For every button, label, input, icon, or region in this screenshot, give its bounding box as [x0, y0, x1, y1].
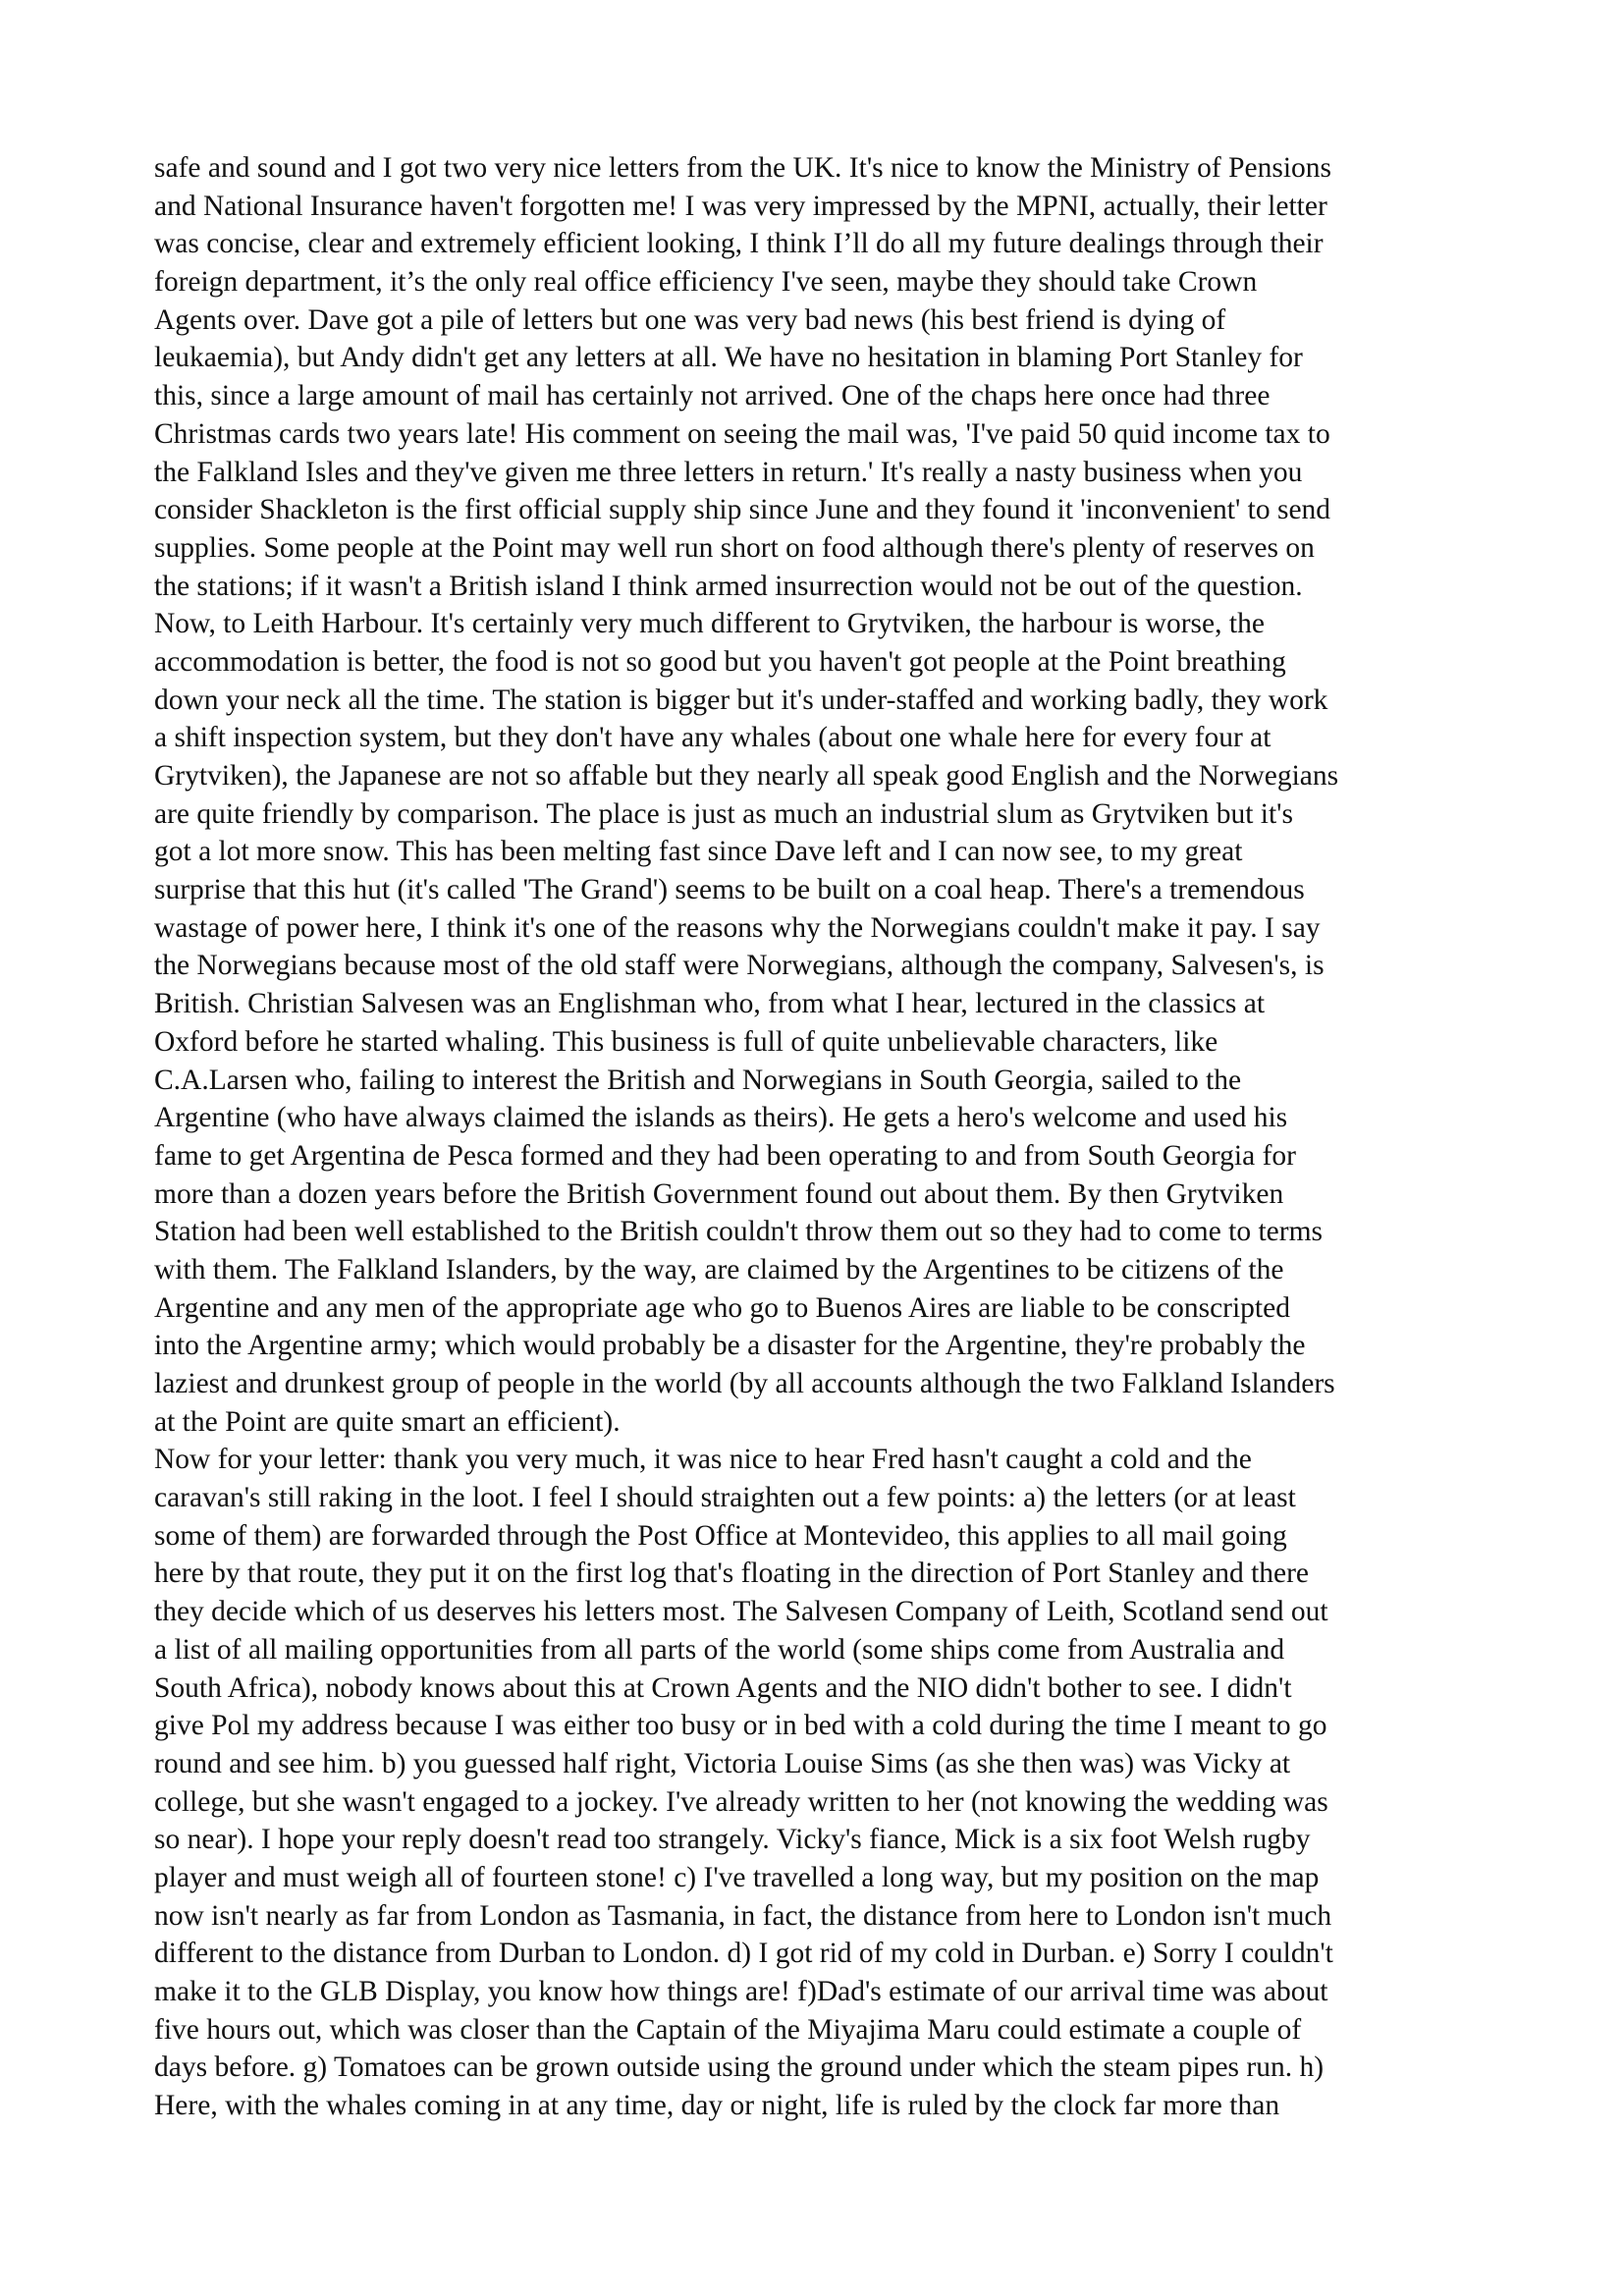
text-line: here by that route, they put it on the first log that's floating in the direction of Port Stanley and there [154, 1558, 1310, 1590]
text-line: into the Argentine army; which would probably be a disaster for the Argentine, they're probably the [154, 1330, 1306, 1362]
text-line: Here, with the whales coming in at any time, day or night, life is ruled by the clock far more than [154, 2090, 1280, 2122]
text-line: make it to the GLB Display, you know how things are! f)Dad's estimate of our arrival time was about [154, 1976, 1328, 2007]
text-line: they decide which of us deserves his letters most. The Salvesen Company of Leith, Scotland send out [154, 1596, 1328, 1628]
text-line: got a lot more snow. This has been melting fast since Dave left and I can now see, to my great [154, 836, 1243, 868]
text-line: Agents over. Dave got a pile of letters but one was very bad news (his best friend is dying of [154, 303, 1226, 336]
text-line: C.A.Larsen who, failing to interest the British and Norwegians in South Georgia, sailed to the [154, 1064, 1242, 1096]
text-line: leukaemia), but Andy didn't get any letters at all. We have no hesitation in blaming Port Stanley for [154, 342, 1303, 374]
text-line: a list of all mailing opportunities from all parts of the world (some ships come from Australia and [154, 1633, 1285, 1666]
text-line: fame to get Argentina de Pesca formed and they had been operating to and from South Georgia for [154, 1139, 1296, 1172]
text-line: the Falkland Isles and they've given me three letters in return.' It's really a nasty business when you [154, 456, 1303, 488]
text-line: this, since a large amount of mail has certainly not arrived. One of the chaps here once had three [154, 380, 1271, 412]
text-line: Grytviken), the Japanese are not so affable but they nearly all speak good English and the Norwegians [154, 760, 1339, 792]
text-line: supplies. Some people at the Point may well run short on food although there's plenty of reserves on [154, 531, 1315, 564]
text-line: down your neck all the time. The station is bigger but it's under-staffed and working badly, they work [154, 683, 1328, 716]
text-line: a shift inspection system, but they don't have any whales (about one whale here for every four at [154, 722, 1271, 754]
text-line: Christmas cards two years late! His comment on seeing the mail was, 'I've paid 50 quid income tax to [154, 417, 1330, 450]
text-line: the stations; if it wasn't a British island I think armed insurrection would not be out of the question. [154, 570, 1303, 602]
text-line: caravan's still raking in the loot. I feel I should straighten out a few points: a) the letters (or at least [154, 1482, 1296, 1514]
text-line: laziest and drunkest group of people in the world (by all accounts although the two Falkland Islanders [154, 1368, 1335, 1399]
text-line: at the Point are quite smart an efficient). [154, 1405, 621, 1438]
text-line: days before. g) Tomatoes can be grown outside using the ground under which the steam pipes run. h) [154, 2051, 1325, 2084]
text-line: give Pol my address because I was either too busy or in bed with a cold during the time I meant to go [154, 1710, 1327, 1742]
text-line: so near). I hope your reply doesn't read too strangely. Vicky's fiance, Mick is a six foot Welsh rugby [154, 1824, 1311, 1856]
text-line: with them. The Falkland Islanders, by the way, are claimed by the Argentines to be citizens of the [154, 1253, 1284, 1285]
text-line: South Africa), nobody knows about this at Crown Agents and the NIO didn't bother to see. I didn't [154, 1671, 1292, 1704]
text-line: round and see him. b) you guessed half right, Victoria Louise Sims (as she then was) was Vicky at [154, 1747, 1291, 1779]
text-line: are quite friendly by comparison. The place is just as much an industrial slum as Grytviken but it's [154, 797, 1293, 830]
text-line: and National Insurance haven't forgotten me! I was very impressed by the MPNI, actually, their letter [154, 190, 1327, 222]
text-line: college, but she wasn't engaged to a jockey. I've already written to her (not knowing the wedding was [154, 1785, 1328, 1818]
text-line: Now for your letter: thank you very much, it was nice to hear Fred hasn't caught a cold and the [154, 1444, 1252, 1476]
text-line: player and must weigh all of fourteen stone! c) I've travelled a long way, but my position on the map [154, 1861, 1320, 1893]
text-line: Argentine and any men of the appropriate age who go to Buenos Aires are liable to be conscripted [154, 1291, 1290, 1324]
text-line: Argentine (who have always claimed the islands as theirs). He gets a hero's welcome and used his [154, 1102, 1288, 1134]
text-line: surprise that this hut (it's called 'The Grand') seems to be built on a coal heap. There's a tremendous [154, 874, 1305, 906]
text-line: five hours out, which was closer than the Captain of the Miyajima Maru could estimate a couple of [154, 2013, 1302, 2046]
text-line: now isn't nearly as far from London as Tasmania, in fact, the distance from here to London isn't much [154, 1899, 1332, 1932]
text-line: Now, to Leith Harbour. It's certainly very much different to Grytviken, the harbour is worse, the [154, 608, 1265, 640]
letter-body [154, 149, 1489, 2125]
text-line: accommodation is better, the food is not so good but you haven't got people at the Point breathing [154, 645, 1286, 678]
text-line: Station had been well established to the British couldn't throw them out so they had to come to terms [154, 1216, 1324, 1248]
text-line: safe and sound and I got two very nice letters from the UK. It's nice to know the Ministry of Pensions [154, 152, 1332, 184]
text-line: was concise, clear and extremely efficient looking, I think I’ll do all my future dealings through their [154, 228, 1324, 260]
text-line: more than a dozen years before the British Government found out about them. By then Grytviken [154, 1177, 1284, 1210]
text-line: British. Christian Salvesen was an Englishman who, from what I hear, lectured in the classics at [154, 988, 1266, 1020]
text-line: different to the distance from Durban to London. d) I got rid of my cold in Durban. e) Sorry I couldn't [154, 1938, 1333, 1970]
text-line: the Norwegians because most of the old staff were Norwegians, although the company, Salvesen's, is [154, 950, 1325, 982]
text-line: foreign department, it’s the only real office efficiency I've seen, maybe they should take Crown [154, 266, 1258, 299]
text-line: some of them) are forwarded through the Post Office at Montevideo, this applies to all mail going [154, 1519, 1287, 1552]
text-line: Oxford before he started whaling. This business is full of quite unbelievable characters, like [154, 1025, 1218, 1058]
text-line: wastage of power here, I think it's one of the reasons why the Norwegians couldn't make it pay. I say [154, 911, 1321, 944]
text-line: consider Shackleton is the first official supply ship since June and they found it 'inconvenient' to send [154, 494, 1331, 526]
